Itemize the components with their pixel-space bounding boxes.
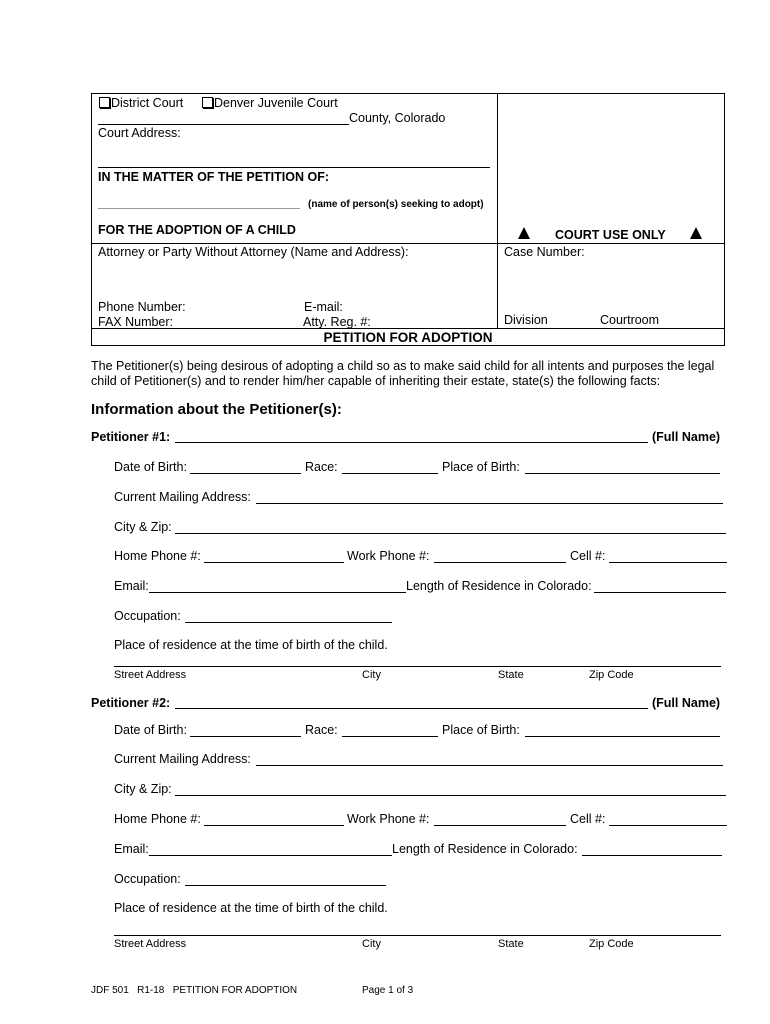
state-label: State <box>498 938 524 950</box>
place-at-birth-field[interactable] <box>114 666 721 667</box>
box-bottom-border <box>91 345 725 346</box>
denver-juvenile-court-label: Denver Juvenile Court <box>214 96 338 110</box>
home-phone-label: Home Phone #: <box>114 812 201 826</box>
petitioner-name-hint: (name of person(s) seeking to adopt) <box>308 199 484 210</box>
triangle-right-icon <box>690 227 702 242</box>
division-label: Division <box>504 313 548 327</box>
email-field[interactable] <box>149 592 406 593</box>
court-address-field[interactable] <box>98 167 490 168</box>
mailing-field[interactable] <box>256 503 723 504</box>
box-left-border <box>91 93 92 346</box>
dob-field[interactable] <box>190 473 301 474</box>
work-phone-label: Work Phone #: <box>347 549 430 563</box>
case-number-label: Case Number: <box>504 245 585 259</box>
footer-page-number: Page 1 of 3 <box>362 985 414 996</box>
court-address-label: Court Address: <box>98 126 181 140</box>
email-label: Email: <box>114 579 149 593</box>
denver-juvenile-court-option[interactable] <box>202 96 338 110</box>
court-use-only-label: COURT USE ONLY <box>555 228 666 242</box>
district-court-option[interactable] <box>99 96 183 110</box>
full-name-hint: (Full Name) <box>652 696 721 710</box>
race-field[interactable] <box>342 473 438 474</box>
mailing-label: Current Mailing Address: <box>114 490 251 504</box>
state-label: State <box>498 669 524 681</box>
pob-label: Place of Birth: <box>442 460 520 474</box>
matter-label: IN THE MATTER OF THE PETITION OF: <box>98 170 330 184</box>
zip-code-label: Zip Code <box>589 669 634 681</box>
occupation-label: Occupation: <box>114 872 181 886</box>
cell-field[interactable] <box>609 562 727 563</box>
footer-form-id: JDF 501 R1-18 PETITION FOR ADOPTION <box>91 985 298 996</box>
race-label: Race: <box>305 723 338 737</box>
city-zip-field[interactable] <box>175 795 726 796</box>
residence-field[interactable] <box>582 855 722 856</box>
section-heading: Information about the Petitioner(s): <box>91 401 342 418</box>
street-address-label: Street Address <box>114 669 187 681</box>
petitioner-label: Petitioner #2: <box>91 696 171 710</box>
adoption-of-child-label: FOR THE ADOPTION OF A CHILD <box>98 223 296 237</box>
intro-line-2: child of Petitioner(s) and to render him/her capable of inheriting their estate, state(s) the following facts: <box>91 374 661 388</box>
form-title: PETITION FOR ADOPTION <box>323 330 493 345</box>
mailing-field[interactable] <box>256 765 723 766</box>
pob-label: Place of Birth: <box>442 723 520 737</box>
county-label: County, Colorado <box>349 111 446 125</box>
email-field[interactable] <box>149 855 392 856</box>
work-phone-field[interactable] <box>434 562 566 563</box>
phone-number-label: Phone Number: <box>98 300 186 314</box>
attorney-label: Attorney or Party Without Attorney (Name and Address): <box>98 245 409 259</box>
occupation-field[interactable] <box>185 622 392 623</box>
city-label: City <box>362 938 381 950</box>
box-right-border <box>724 93 725 346</box>
home-phone-field[interactable] <box>204 825 344 826</box>
city-label: City <box>362 669 381 681</box>
district-court-label: District Court <box>111 96 184 110</box>
place-at-birth-label: Place of residence at the time of birth of the child. <box>114 638 388 652</box>
cell-label: Cell #: <box>570 812 606 826</box>
race-label: Race: <box>305 460 338 474</box>
full-name-hint: (Full Name) <box>652 430 721 444</box>
box-divider <box>497 93 498 329</box>
petitioner-label: Petitioner #1: <box>91 430 171 444</box>
box-title-border <box>91 328 725 329</box>
pob-field[interactable] <box>525 736 720 737</box>
city-zip-field[interactable] <box>175 533 726 534</box>
residence-label: Length of Residence in Colorado: <box>392 842 578 856</box>
triangle-left-icon <box>518 227 530 242</box>
work-phone-field[interactable] <box>434 825 566 826</box>
place-at-birth-label: Place of residence at the time of birth of the child. <box>114 901 388 915</box>
county-field[interactable] <box>98 124 349 125</box>
email-label: Email: <box>114 842 149 856</box>
full-name-field[interactable] <box>175 708 648 709</box>
occupation-label: Occupation: <box>114 609 181 623</box>
residence-label: Length of Residence in Colorado: <box>406 579 592 593</box>
district-court-checkbox[interactable] <box>99 97 110 108</box>
intro-line-1: The Petitioner(s) being desirous of adopting a child so as to make said child for all intents and purposes the legal <box>91 359 715 373</box>
race-field[interactable] <box>342 736 438 737</box>
box-mid-border <box>91 243 725 244</box>
box-top-border <box>91 93 725 94</box>
dob-label: Date of Birth: <box>114 460 187 474</box>
pob-field[interactable] <box>525 473 720 474</box>
city-zip-label: City & Zip: <box>114 520 172 534</box>
full-name-field[interactable] <box>175 442 648 443</box>
email-label: E-mail: <box>304 300 343 314</box>
denver-juvenile-court-checkbox[interactable] <box>202 97 213 108</box>
dob-field[interactable] <box>190 736 301 737</box>
zip-code-label: Zip Code <box>589 938 634 950</box>
home-phone-label: Home Phone #: <box>114 549 201 563</box>
fax-number-label: FAX Number: <box>98 315 174 329</box>
atty-reg-label: Atty. Reg. #: <box>303 315 371 329</box>
residence-field[interactable] <box>594 592 726 593</box>
occupation-field[interactable] <box>185 885 386 886</box>
courtroom-label: Courtroom <box>600 313 660 327</box>
petitioner-name-field[interactable] <box>98 208 300 209</box>
home-phone-field[interactable] <box>204 562 344 563</box>
street-address-label: Street Address <box>114 938 187 950</box>
cell-field[interactable] <box>609 825 727 826</box>
place-at-birth-field[interactable] <box>114 935 721 936</box>
cell-label: Cell #: <box>570 549 606 563</box>
mailing-label: Current Mailing Address: <box>114 752 251 766</box>
city-zip-label: City & Zip: <box>114 782 172 796</box>
dob-label: Date of Birth: <box>114 723 187 737</box>
work-phone-label: Work Phone #: <box>347 812 430 826</box>
